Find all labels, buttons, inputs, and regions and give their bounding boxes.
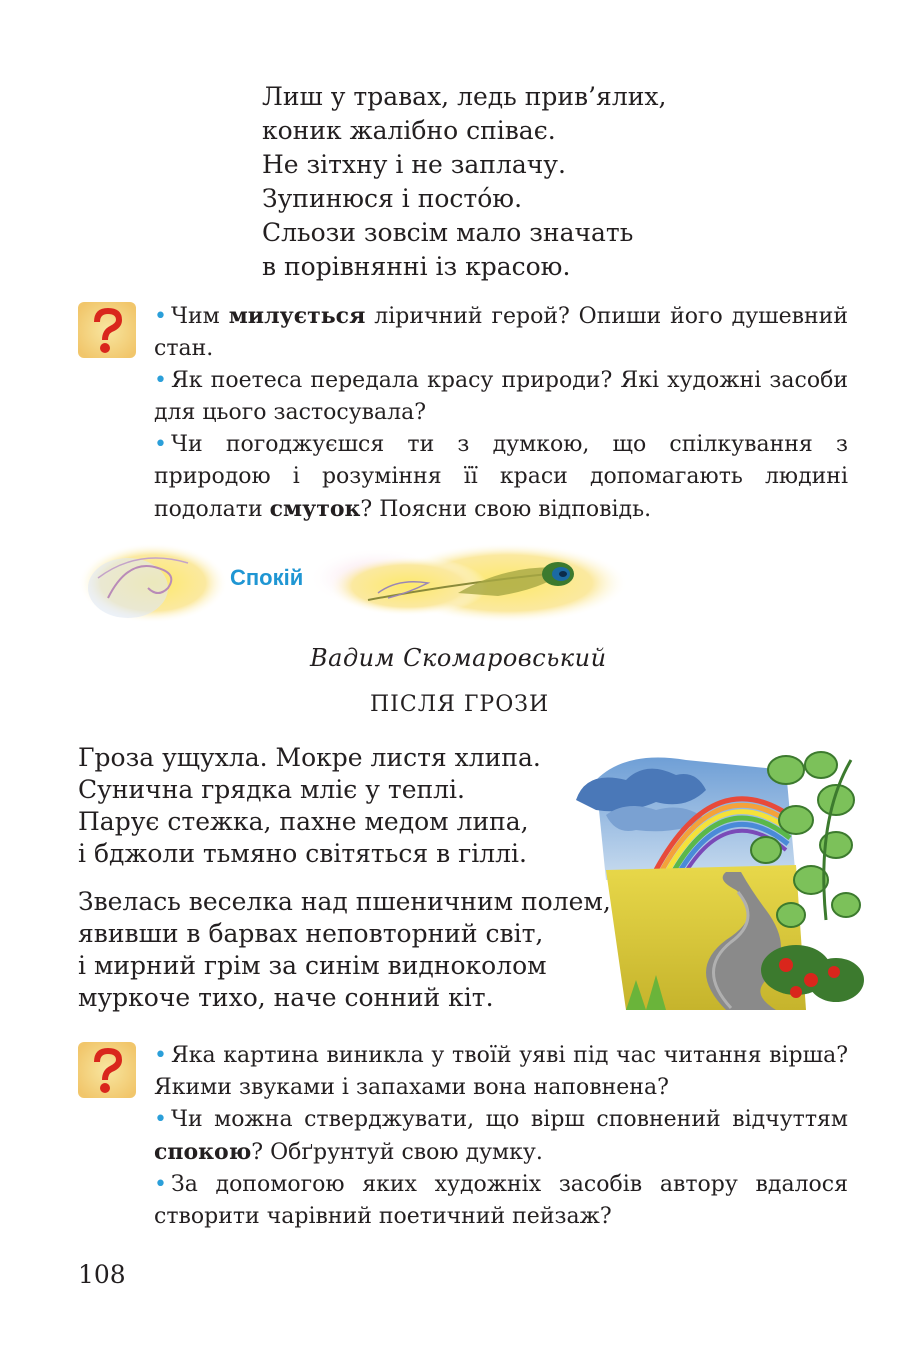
poem-line: і мирний грім за синім видноколом: [78, 951, 547, 980]
bullet-dot: •: [154, 1043, 167, 1068]
bullet-dot: •: [154, 1172, 167, 1197]
poem-line: в порівнянні із красою.: [262, 252, 571, 281]
poem-line: Гроза ущухла. Мокре листя хлипа.: [78, 743, 541, 772]
question-item: • Чи можна стверджувати, що вірш сповнений відчуттям спокою? Обґрунтуй свою думку.: [154, 1107, 848, 1165]
poem-line: Сльози зовсім мало значать: [262, 218, 634, 247]
question-item: • Чим милується ліричний герой? Опиши його душевний стан.: [154, 303, 848, 361]
section-banner: [78, 538, 638, 628]
question-mark-icon: [78, 1042, 136, 1098]
bullet-dot: •: [154, 368, 167, 393]
bullet-dot: •: [154, 432, 167, 457]
poem-author: Вадим Скомаровський: [310, 644, 607, 672]
questions-block-2: [78, 1040, 848, 1233]
poem-top: [262, 80, 666, 284]
poem-line: явивши в барвах неповторний світ,: [78, 919, 544, 948]
question-item: • За допомогою яких художніх засобів автору вдалося створити чарівний поетичний пейзаж?: [154, 1172, 848, 1229]
poem-stanza: [78, 886, 611, 1014]
poem-line: коник жалібно співає.: [262, 116, 556, 145]
poem-stanza: [78, 742, 611, 870]
poem-line: Зупинюся і посто́ю.: [262, 184, 523, 213]
poem-line: і бджоли тьмяно світяться в гіллі.: [78, 839, 527, 868]
question-item: • Як поетеса передала красу природи? Які художні засоби для цього застосувала?: [154, 368, 848, 425]
poem-title: ПІСЛЯ ГРОЗИ: [370, 692, 550, 717]
poem-line: Звелась веселка над пшеничним полем,: [78, 887, 611, 916]
questions-block-1: [78, 300, 848, 526]
question-item: • Яка картина виникла у твоїй уяві під час читання вірша? Якими звуками і запахами вона наповнена?: [154, 1043, 848, 1100]
question-mark-icon: [78, 302, 136, 358]
rainbow-field-illustration: [566, 740, 866, 1020]
bullet-dot: •: [154, 304, 167, 329]
question-item: • Чи погоджуєшся ти з думкою, що спілкування з природою і розуміння її краси допомагають людині подолати смуток? Поясни свою відповідь.: [154, 432, 848, 522]
poem-body: [78, 742, 611, 1030]
section-title: Спокій: [230, 565, 304, 590]
poem-line: Сунична грядка мліє у теплі.: [78, 775, 465, 804]
poem-line: Лиш у травах, ледь прив’ялих,: [262, 82, 667, 111]
bullet-dot: •: [154, 1107, 167, 1132]
poem-line: Не зітхну і не заплачу.: [262, 150, 566, 179]
page-number: 108: [78, 1260, 126, 1289]
poem-line: муркоче тихо, наче сонний кіт.: [78, 983, 494, 1012]
poem-line: Парує стежка, пахне медом липа,: [78, 807, 529, 836]
